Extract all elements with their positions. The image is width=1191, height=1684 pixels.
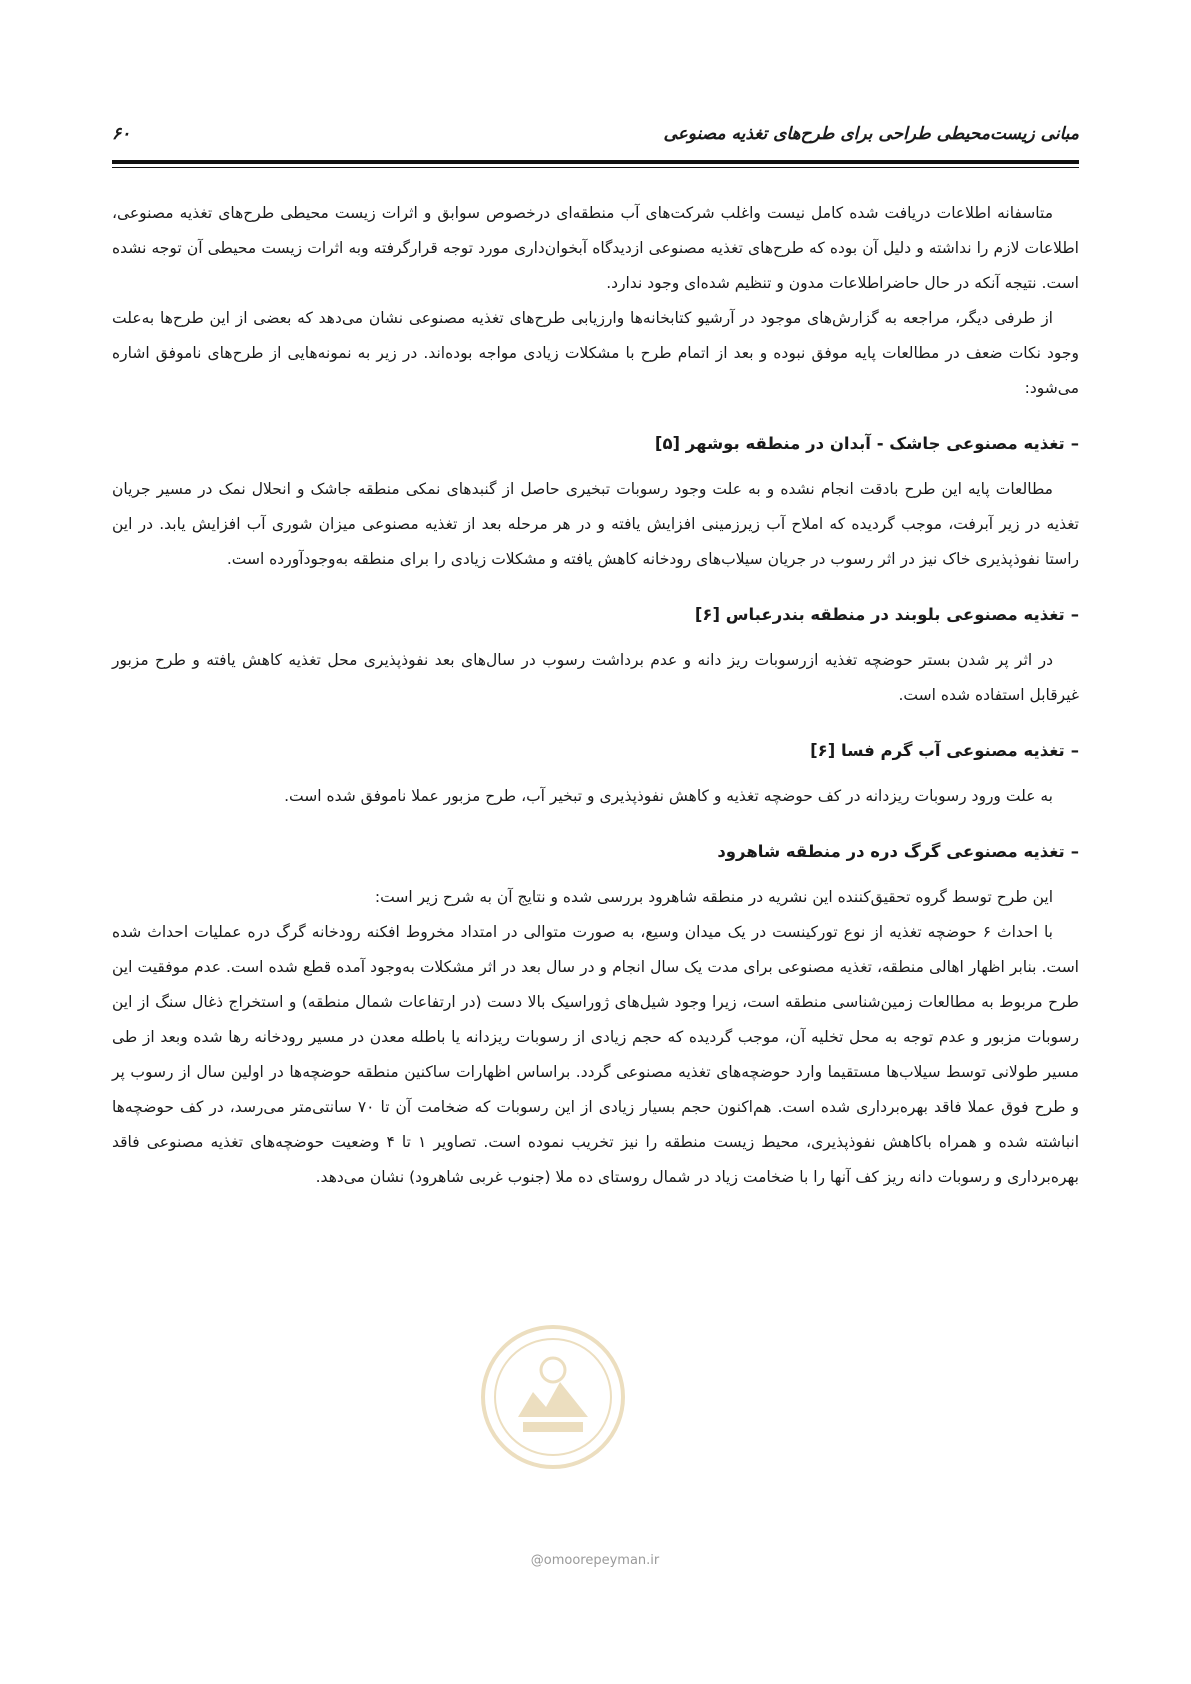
watermark-seal-icon	[478, 1322, 628, 1472]
intro-paragraph-2: از طرفی دیگر، مراجعه به گزارش‌های موجود در آرشیو کتابخانه‌ها وارزیابی طرح‌های تغذیه مصنوعی نشان می‌دهد که بعضی از این طرح‌ها به‌علت وجود نکات ضعف در مطالعات پایه موفق نبوده و بعد از اتمام طرح با مشکلات زیادی مواجه بوده‌اند. در زیر به نمونه‌هایی از طرح‌های ناموفق اشاره می‌شود:	[112, 309, 1079, 397]
section-heading-jashk: –تغذیه مصنوعی جاشک - آبدان در منطقه بوشهر [۵]	[654, 434, 1079, 453]
section-paragraph-bolouband: در اثر پر شدن بستر حوضچه تغذیه ازرسوبات ریز دانه و عدم برداشت رسوب در سال‌های بعد نفوذپذیری محل تغذیه کاهش یافته و طرح مزبور غیرقابل استفاده شده است.	[112, 651, 1079, 704]
page-header	[112, 124, 1079, 152]
section-heading-gorgdareh: –تغذیه مصنوعی گرگ دره در منطقه شاهرود	[717, 842, 1079, 861]
section-paragraph-gorgdareh-1: این طرح توسط گروه تحقیق‌کننده این نشریه در منطقه شاهرود بررسی شده و نتایج آن به شرح زیر است:	[374, 888, 1053, 906]
body-text	[112, 196, 1079, 1195]
section-paragraph-jashk: مطالعات پایه این طرح بادقت انجام نشده و به علت وجود رسوبات تبخیری حاصل از گنبدهای نمکی منطقه جاشک و انحلال نمک در مسیر جریان تغذیه در زیر آبرفت، موجب گردیده که املاح آب زیرزمینی افزایش یافته و در هر مرحله بعد از تغذیه مصنوعی میزان شوری آب افزایش یابد. در این راستا نفوذپذیری خاک نیز در اثر رسوب در جریان سیلاب‌های رودخانه کاهش یافته و مشکلات زیادی را برای منطقه به‌وجودآورده است.	[112, 480, 1079, 568]
section-heading-fasa: –تغذیه مصنوعی آب گرم فسا [۶]	[810, 741, 1079, 760]
running-title: مبانی زیست‌محیطی طراحی برای طرح‌های تغذیه مصنوعی	[663, 124, 1079, 144]
section-paragraph-fasa: به علت ورود رسوبات ریزدانه در کف حوضچه تغذیه و کاهش نفوذپذیری و تبخیر آب، طرح مزبور عملا ناموفق شده است.	[284, 787, 1053, 805]
intro-paragraph-1: متاسفانه اطلاعات دریافت شده کامل نیست واغلب شرکت‌های آب منطقه‌ای درخصوص سوابق و اثرات زیست محیطی طرح‌های تغذیه مصنوعی، اطلاعات لازم را نداشته و دلیل آن بوده که طرح‌های تغذیه مصنوعی ازدیدگاه آبخوان‌داری مورد توجه قرارگرفته وبه اثرات زیست محیطی آن توجه نشده است. نتیجه آنکه در حال حاضراطلاعات مدون و تنظیم شده‌ای وجود ندارد.	[112, 204, 1079, 292]
header-rule-thick	[112, 160, 1079, 164]
section-paragraph-gorgdareh-2: با احداث ۶ حوضچه تغذیه از نوع تورکینست در یک میدان وسیع، به صورت متوالی در امتداد مخروط افکنه رودخانه گرگ دره عملیات احداث شده است. بنابر اظهار اهالی منطقه، تغذیه مصنوعی برای مدت یک سال انجام و در سال بعد در اثر مشکلات به‌وجود آمده قطع شده است. عدم موفقیت این طرح مربوط به مطالعات زمین‌شناسی منطقه است، زیرا وجود شیل‌های ژوراسیک بالا دست (در ارتفاعات شمال منطقه) و استخراج ذغال سنگ از این رسوبات مزبور و عدم توجه به محل تخلیه آن، موجب گردیده که حجم زیادی از رسوبات ریزدانه یا باطله معدن در مسیر رودخانه رها شده وبعد از طی مسیر طولانی توسط سیلاب‌ها مستقیما وارد حوضچه‌های تغذیه مصنوعی گردد. براساس اظهارات ساکنین منطقه حوضچه‌ها در اولین سال از رسوب پر و طرح فوق عملا فاقد بهره‌برداری شده است. هم‌اکنون حجم بسیار زیادی از این رسوبات که ضخامت آن تا ۷۰ سانتی‌متر می‌رسد، در کف حوضچه‌ها انباشته شده و همراه باکاهش نفوذپذیری، محیط زیست منطقه را نیز تخریب نموده است. تصاویر ۱ تا ۴ وضعیت حوضچه‌های تغذیه مصنوعی فاقد بهره‌برداری و رسوبات دانه ریز کف آنها را با ضخامت زیاد در شمال روستای ده ملا (جنوب غربی شاهرود) نشان می‌دهد.	[112, 923, 1080, 1186]
section-heading-bolouband: –تغذیه مصنوعی بلوبند در منطقه بندرعباس [۶]	[694, 605, 1079, 624]
header-rule-thin	[112, 167, 1079, 168]
page-number: ۶۰	[112, 124, 131, 144]
watermark-site: @omoorepeyman.ir	[530, 1553, 660, 1568]
